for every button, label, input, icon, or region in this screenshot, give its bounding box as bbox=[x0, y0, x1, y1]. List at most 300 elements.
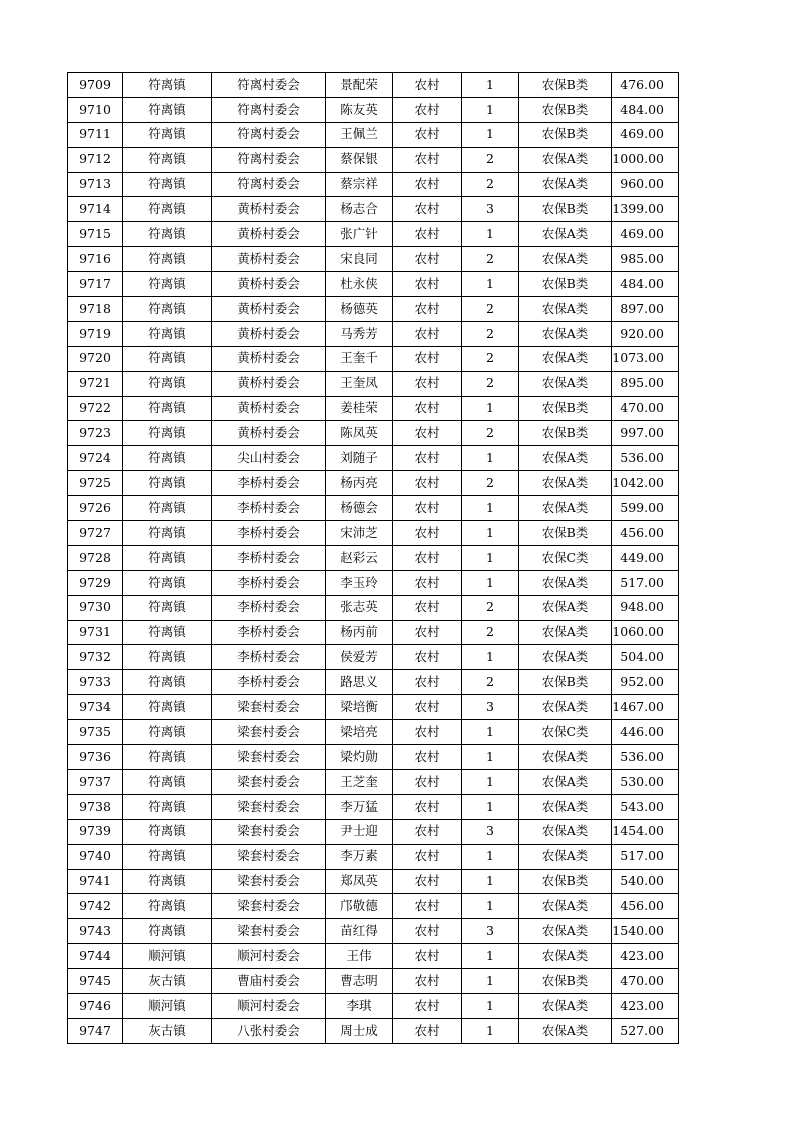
serial-number-cell: 9720 bbox=[68, 346, 123, 371]
town-cell: 符离镇 bbox=[123, 595, 212, 620]
insurance-category-cell: 农保A类 bbox=[519, 247, 612, 272]
area-type-cell: 农村 bbox=[393, 595, 462, 620]
insurance-category-cell: 农保A类 bbox=[519, 496, 612, 521]
area-type-cell: 农村 bbox=[393, 919, 462, 944]
serial-number-cell: 9730 bbox=[68, 595, 123, 620]
name-cell: 陈友英 bbox=[326, 97, 393, 122]
household-count-cell: 3 bbox=[462, 819, 519, 844]
table-row bbox=[68, 620, 679, 645]
town-cell: 符离镇 bbox=[123, 73, 212, 98]
town-cell: 符离镇 bbox=[123, 421, 212, 446]
amount-cell: 470.00 bbox=[612, 396, 679, 421]
town-cell: 符离镇 bbox=[123, 172, 212, 197]
area-type-cell: 农村 bbox=[393, 545, 462, 570]
town-cell: 符离镇 bbox=[123, 346, 212, 371]
insurance-category-cell: 农保B类 bbox=[519, 421, 612, 446]
amount-cell: 423.00 bbox=[612, 944, 679, 969]
serial-number-cell: 9710 bbox=[68, 97, 123, 122]
serial-number-cell: 9717 bbox=[68, 272, 123, 297]
village-committee-cell: 梁套村委会 bbox=[212, 695, 326, 720]
amount-cell: 517.00 bbox=[612, 570, 679, 595]
table-row bbox=[68, 894, 679, 919]
name-cell: 李万素 bbox=[326, 844, 393, 869]
household-count-cell: 1 bbox=[462, 272, 519, 297]
village-committee-cell: 李桥村委会 bbox=[212, 471, 326, 496]
serial-number-cell: 9737 bbox=[68, 769, 123, 794]
name-cell: 宋沛芝 bbox=[326, 521, 393, 546]
insurance-category-cell: 农保A类 bbox=[519, 147, 612, 172]
village-committee-cell: 李桥村委会 bbox=[212, 620, 326, 645]
table-row bbox=[68, 819, 679, 844]
amount-cell: 895.00 bbox=[612, 371, 679, 396]
village-committee-cell: 梁套村委会 bbox=[212, 919, 326, 944]
insurance-category-cell: 农保B类 bbox=[519, 272, 612, 297]
household-count-cell: 1 bbox=[462, 446, 519, 471]
table-row bbox=[68, 869, 679, 894]
table-row bbox=[68, 794, 679, 819]
serial-number-cell: 9741 bbox=[68, 869, 123, 894]
serial-number-cell: 9731 bbox=[68, 620, 123, 645]
amount-cell: 536.00 bbox=[612, 446, 679, 471]
household-count-cell: 2 bbox=[462, 670, 519, 695]
town-cell: 符离镇 bbox=[123, 122, 212, 147]
amount-cell: 599.00 bbox=[612, 496, 679, 521]
village-committee-cell: 梁套村委会 bbox=[212, 894, 326, 919]
name-cell: 路思义 bbox=[326, 670, 393, 695]
table-row bbox=[68, 1018, 679, 1043]
name-cell: 李万猛 bbox=[326, 794, 393, 819]
table-row bbox=[68, 769, 679, 794]
name-cell: 梁培衡 bbox=[326, 695, 393, 720]
town-cell: 灰古镇 bbox=[123, 969, 212, 994]
name-cell: 李玉玲 bbox=[326, 570, 393, 595]
table-row bbox=[68, 321, 679, 346]
insurance-category-cell: 农保A类 bbox=[519, 1018, 612, 1043]
village-committee-cell: 黄桥村委会 bbox=[212, 371, 326, 396]
town-cell: 符离镇 bbox=[123, 869, 212, 894]
serial-number-cell: 9738 bbox=[68, 794, 123, 819]
town-cell: 符离镇 bbox=[123, 794, 212, 819]
village-committee-cell: 梁套村委会 bbox=[212, 794, 326, 819]
insurance-category-cell: 农保A类 bbox=[519, 321, 612, 346]
insurance-category-cell: 农保A类 bbox=[519, 570, 612, 595]
name-cell: 邝敬德 bbox=[326, 894, 393, 919]
town-cell: 符离镇 bbox=[123, 321, 212, 346]
insurance-category-cell: 农保C类 bbox=[519, 545, 612, 570]
area-type-cell: 农村 bbox=[393, 396, 462, 421]
name-cell: 景配荣 bbox=[326, 73, 393, 98]
household-count-cell: 1 bbox=[462, 97, 519, 122]
town-cell: 符离镇 bbox=[123, 745, 212, 770]
town-cell: 符离镇 bbox=[123, 720, 212, 745]
name-cell: 周士成 bbox=[326, 1018, 393, 1043]
area-type-cell: 农村 bbox=[393, 695, 462, 720]
insurance-category-cell: 农保A类 bbox=[519, 944, 612, 969]
name-cell: 李琪 bbox=[326, 993, 393, 1018]
amount-cell: 960.00 bbox=[612, 172, 679, 197]
area-type-cell: 农村 bbox=[393, 147, 462, 172]
household-count-cell: 1 bbox=[462, 545, 519, 570]
household-count-cell: 2 bbox=[462, 147, 519, 172]
insurance-category-cell: 农保A类 bbox=[519, 844, 612, 869]
area-type-cell: 农村 bbox=[393, 122, 462, 147]
household-count-cell: 1 bbox=[462, 769, 519, 794]
village-committee-cell: 梁套村委会 bbox=[212, 720, 326, 745]
serial-number-cell: 9728 bbox=[68, 545, 123, 570]
name-cell: 王伟 bbox=[326, 944, 393, 969]
amount-cell: 484.00 bbox=[612, 272, 679, 297]
amount-cell: 897.00 bbox=[612, 297, 679, 322]
area-type-cell: 农村 bbox=[393, 894, 462, 919]
area-type-cell: 农村 bbox=[393, 197, 462, 222]
table-row bbox=[68, 396, 679, 421]
town-cell: 符离镇 bbox=[123, 844, 212, 869]
village-committee-cell: 符离村委会 bbox=[212, 172, 326, 197]
insurance-category-cell: 农保A类 bbox=[519, 346, 612, 371]
insurance-category-cell: 农保A类 bbox=[519, 297, 612, 322]
area-type-cell: 农村 bbox=[393, 819, 462, 844]
household-count-cell: 1 bbox=[462, 944, 519, 969]
area-type-cell: 农村 bbox=[393, 645, 462, 670]
insurance-category-cell: 农保A类 bbox=[519, 919, 612, 944]
name-cell: 姜桂荣 bbox=[326, 396, 393, 421]
village-committee-cell: 李桥村委会 bbox=[212, 645, 326, 670]
amount-cell: 920.00 bbox=[612, 321, 679, 346]
town-cell: 符离镇 bbox=[123, 620, 212, 645]
insurance-category-cell: 农保A类 bbox=[519, 222, 612, 247]
name-cell: 杜永侠 bbox=[326, 272, 393, 297]
area-type-cell: 农村 bbox=[393, 993, 462, 1018]
insurance-category-cell: 农保A类 bbox=[519, 745, 612, 770]
serial-number-cell: 9724 bbox=[68, 446, 123, 471]
village-committee-cell: 黄桥村委会 bbox=[212, 247, 326, 272]
household-count-cell: 1 bbox=[462, 894, 519, 919]
table-row bbox=[68, 695, 679, 720]
area-type-cell: 农村 bbox=[393, 321, 462, 346]
town-cell: 符离镇 bbox=[123, 695, 212, 720]
town-cell: 符离镇 bbox=[123, 670, 212, 695]
insurance-category-cell: 农保B类 bbox=[519, 869, 612, 894]
village-committee-cell: 符离村委会 bbox=[212, 147, 326, 172]
village-committee-cell: 李桥村委会 bbox=[212, 545, 326, 570]
area-type-cell: 农村 bbox=[393, 869, 462, 894]
village-committee-cell: 梁套村委会 bbox=[212, 869, 326, 894]
table-row bbox=[68, 371, 679, 396]
name-cell: 王芝奎 bbox=[326, 769, 393, 794]
name-cell: 杨德会 bbox=[326, 496, 393, 521]
serial-number-cell: 9744 bbox=[68, 944, 123, 969]
town-cell: 符离镇 bbox=[123, 272, 212, 297]
table-row bbox=[68, 172, 679, 197]
household-count-cell: 2 bbox=[462, 371, 519, 396]
household-count-cell: 2 bbox=[462, 321, 519, 346]
table-row bbox=[68, 720, 679, 745]
area-type-cell: 农村 bbox=[393, 521, 462, 546]
village-committee-cell: 符离村委会 bbox=[212, 97, 326, 122]
serial-number-cell: 9725 bbox=[68, 471, 123, 496]
insurance-category-cell: 农保A类 bbox=[519, 794, 612, 819]
insurance-category-cell: 农保A类 bbox=[519, 446, 612, 471]
serial-number-cell: 9742 bbox=[68, 894, 123, 919]
town-cell: 符离镇 bbox=[123, 471, 212, 496]
amount-cell: 997.00 bbox=[612, 421, 679, 446]
town-cell: 符离镇 bbox=[123, 446, 212, 471]
insurance-category-cell: 农保A类 bbox=[519, 595, 612, 620]
insurance-category-cell: 农保A类 bbox=[519, 471, 612, 496]
area-type-cell: 农村 bbox=[393, 421, 462, 446]
insurance-category-cell: 农保A类 bbox=[519, 993, 612, 1018]
household-count-cell: 1 bbox=[462, 645, 519, 670]
serial-number-cell: 9727 bbox=[68, 521, 123, 546]
serial-number-cell: 9721 bbox=[68, 371, 123, 396]
household-count-cell: 1 bbox=[462, 720, 519, 745]
area-type-cell: 农村 bbox=[393, 769, 462, 794]
town-cell: 符离镇 bbox=[123, 769, 212, 794]
town-cell: 符离镇 bbox=[123, 222, 212, 247]
serial-number-cell: 9747 bbox=[68, 1018, 123, 1043]
relief-roster-table bbox=[67, 72, 679, 1044]
town-cell: 符离镇 bbox=[123, 496, 212, 521]
area-type-cell: 农村 bbox=[393, 471, 462, 496]
amount-cell: 517.00 bbox=[612, 844, 679, 869]
amount-cell: 1399.00 bbox=[612, 197, 679, 222]
serial-number-cell: 9726 bbox=[68, 496, 123, 521]
town-cell: 符离镇 bbox=[123, 297, 212, 322]
serial-number-cell: 9736 bbox=[68, 745, 123, 770]
table-row bbox=[68, 844, 679, 869]
name-cell: 蔡宗祥 bbox=[326, 172, 393, 197]
village-committee-cell: 李桥村委会 bbox=[212, 570, 326, 595]
serial-number-cell: 9739 bbox=[68, 819, 123, 844]
household-count-cell: 1 bbox=[462, 745, 519, 770]
serial-number-cell: 9740 bbox=[68, 844, 123, 869]
amount-cell: 543.00 bbox=[612, 794, 679, 819]
village-committee-cell: 梁套村委会 bbox=[212, 819, 326, 844]
amount-cell: 446.00 bbox=[612, 720, 679, 745]
area-type-cell: 农村 bbox=[393, 272, 462, 297]
village-committee-cell: 尖山村委会 bbox=[212, 446, 326, 471]
town-cell: 符离镇 bbox=[123, 396, 212, 421]
serial-number-cell: 9729 bbox=[68, 570, 123, 595]
town-cell: 顺河镇 bbox=[123, 944, 212, 969]
serial-number-cell: 9722 bbox=[68, 396, 123, 421]
insurance-category-cell: 农保B类 bbox=[519, 670, 612, 695]
amount-cell: 504.00 bbox=[612, 645, 679, 670]
name-cell: 宋良同 bbox=[326, 247, 393, 272]
serial-number-cell: 9743 bbox=[68, 919, 123, 944]
household-count-cell: 3 bbox=[462, 919, 519, 944]
table-row bbox=[68, 545, 679, 570]
town-cell: 符离镇 bbox=[123, 371, 212, 396]
area-type-cell: 农村 bbox=[393, 720, 462, 745]
area-type-cell: 农村 bbox=[393, 670, 462, 695]
town-cell: 符离镇 bbox=[123, 147, 212, 172]
serial-number-cell: 9711 bbox=[68, 122, 123, 147]
insurance-category-cell: 农保B类 bbox=[519, 197, 612, 222]
name-cell: 马秀芳 bbox=[326, 321, 393, 346]
household-count-cell: 1 bbox=[462, 993, 519, 1018]
household-count-cell: 3 bbox=[462, 695, 519, 720]
town-cell: 符离镇 bbox=[123, 97, 212, 122]
amount-cell: 1000.00 bbox=[612, 147, 679, 172]
village-committee-cell: 黄桥村委会 bbox=[212, 346, 326, 371]
household-count-cell: 1 bbox=[462, 969, 519, 994]
name-cell: 梁灼勋 bbox=[326, 745, 393, 770]
area-type-cell: 农村 bbox=[393, 944, 462, 969]
insurance-category-cell: 农保A类 bbox=[519, 695, 612, 720]
table-row bbox=[68, 969, 679, 994]
town-cell: 符离镇 bbox=[123, 521, 212, 546]
table-row bbox=[68, 496, 679, 521]
amount-cell: 456.00 bbox=[612, 521, 679, 546]
name-cell: 张广针 bbox=[326, 222, 393, 247]
village-committee-cell: 黄桥村委会 bbox=[212, 197, 326, 222]
village-committee-cell: 黄桥村委会 bbox=[212, 321, 326, 346]
table-row bbox=[68, 944, 679, 969]
area-type-cell: 农村 bbox=[393, 222, 462, 247]
insurance-category-cell: 农保A类 bbox=[519, 645, 612, 670]
name-cell: 曹志明 bbox=[326, 969, 393, 994]
village-committee-cell: 黄桥村委会 bbox=[212, 421, 326, 446]
town-cell: 符离镇 bbox=[123, 570, 212, 595]
household-count-cell: 1 bbox=[462, 122, 519, 147]
amount-cell: 1467.00 bbox=[612, 695, 679, 720]
insurance-category-cell: 农保A类 bbox=[519, 371, 612, 396]
serial-number-cell: 9745 bbox=[68, 969, 123, 994]
town-cell: 符离镇 bbox=[123, 247, 212, 272]
area-type-cell: 农村 bbox=[393, 794, 462, 819]
insurance-category-cell: 农保A类 bbox=[519, 894, 612, 919]
insurance-category-cell: 农保B类 bbox=[519, 97, 612, 122]
table-row bbox=[68, 122, 679, 147]
name-cell: 郑凤英 bbox=[326, 869, 393, 894]
area-type-cell: 农村 bbox=[393, 247, 462, 272]
household-count-cell: 1 bbox=[462, 1018, 519, 1043]
town-cell: 符离镇 bbox=[123, 819, 212, 844]
area-type-cell: 农村 bbox=[393, 969, 462, 994]
village-committee-cell: 黄桥村委会 bbox=[212, 297, 326, 322]
serial-number-cell: 9723 bbox=[68, 421, 123, 446]
household-count-cell: 2 bbox=[462, 595, 519, 620]
household-count-cell: 3 bbox=[462, 197, 519, 222]
village-committee-cell: 梁套村委会 bbox=[212, 745, 326, 770]
amount-cell: 469.00 bbox=[612, 122, 679, 147]
table-row bbox=[68, 919, 679, 944]
serial-number-cell: 9733 bbox=[68, 670, 123, 695]
serial-number-cell: 9715 bbox=[68, 222, 123, 247]
table-row bbox=[68, 521, 679, 546]
village-committee-cell: 符离村委会 bbox=[212, 73, 326, 98]
insurance-category-cell: 农保A类 bbox=[519, 769, 612, 794]
village-committee-cell: 黄桥村委会 bbox=[212, 222, 326, 247]
amount-cell: 527.00 bbox=[612, 1018, 679, 1043]
name-cell: 杨德英 bbox=[326, 297, 393, 322]
village-committee-cell: 李桥村委会 bbox=[212, 496, 326, 521]
town-cell: 符离镇 bbox=[123, 894, 212, 919]
village-committee-cell: 顺河村委会 bbox=[212, 944, 326, 969]
table-row bbox=[68, 222, 679, 247]
table-row bbox=[68, 346, 679, 371]
area-type-cell: 农村 bbox=[393, 844, 462, 869]
serial-number-cell: 9719 bbox=[68, 321, 123, 346]
amount-cell: 948.00 bbox=[612, 595, 679, 620]
village-committee-cell: 黄桥村委会 bbox=[212, 272, 326, 297]
table-row bbox=[68, 645, 679, 670]
table-row bbox=[68, 745, 679, 770]
name-cell: 陈凤英 bbox=[326, 421, 393, 446]
amount-cell: 1042.00 bbox=[612, 471, 679, 496]
name-cell: 尹士迎 bbox=[326, 819, 393, 844]
household-count-cell: 2 bbox=[462, 346, 519, 371]
insurance-category-cell: 农保A类 bbox=[519, 620, 612, 645]
insurance-category-cell: 农保B类 bbox=[519, 521, 612, 546]
serial-number-cell: 9712 bbox=[68, 147, 123, 172]
amount-cell: 476.00 bbox=[612, 73, 679, 98]
name-cell: 王奎千 bbox=[326, 346, 393, 371]
area-type-cell: 农村 bbox=[393, 1018, 462, 1043]
household-count-cell: 1 bbox=[462, 222, 519, 247]
name-cell: 蔡保银 bbox=[326, 147, 393, 172]
table-row bbox=[68, 197, 679, 222]
town-cell: 符离镇 bbox=[123, 197, 212, 222]
table-row bbox=[68, 471, 679, 496]
household-count-cell: 2 bbox=[462, 421, 519, 446]
table-row bbox=[68, 73, 679, 98]
amount-cell: 469.00 bbox=[612, 222, 679, 247]
serial-number-cell: 9716 bbox=[68, 247, 123, 272]
household-count-cell: 1 bbox=[462, 396, 519, 421]
area-type-cell: 农村 bbox=[393, 73, 462, 98]
town-cell: 顺河镇 bbox=[123, 993, 212, 1018]
village-committee-cell: 李桥村委会 bbox=[212, 595, 326, 620]
insurance-category-cell: 农保C类 bbox=[519, 720, 612, 745]
name-cell: 王奎凤 bbox=[326, 371, 393, 396]
village-committee-cell: 李桥村委会 bbox=[212, 670, 326, 695]
insurance-category-cell: 农保A类 bbox=[519, 819, 612, 844]
area-type-cell: 农村 bbox=[393, 346, 462, 371]
household-count-cell: 1 bbox=[462, 869, 519, 894]
area-type-cell: 农村 bbox=[393, 297, 462, 322]
village-committee-cell: 顺河村委会 bbox=[212, 993, 326, 1018]
table-row bbox=[68, 993, 679, 1018]
amount-cell: 1073.00 bbox=[612, 346, 679, 371]
area-type-cell: 农村 bbox=[393, 496, 462, 521]
insurance-category-cell: 农保B类 bbox=[519, 73, 612, 98]
name-cell: 张志英 bbox=[326, 595, 393, 620]
village-committee-cell: 梁套村委会 bbox=[212, 844, 326, 869]
name-cell: 杨丙前 bbox=[326, 620, 393, 645]
name-cell: 王佩兰 bbox=[326, 122, 393, 147]
serial-number-cell: 9732 bbox=[68, 645, 123, 670]
amount-cell: 456.00 bbox=[612, 894, 679, 919]
area-type-cell: 农村 bbox=[393, 172, 462, 197]
table-row bbox=[68, 446, 679, 471]
name-cell: 杨丙亮 bbox=[326, 471, 393, 496]
insurance-category-cell: 农保A类 bbox=[519, 172, 612, 197]
table-row bbox=[68, 247, 679, 272]
area-type-cell: 农村 bbox=[393, 620, 462, 645]
town-cell: 符离镇 bbox=[123, 545, 212, 570]
area-type-cell: 农村 bbox=[393, 446, 462, 471]
name-cell: 侯爱芳 bbox=[326, 645, 393, 670]
town-cell: 符离镇 bbox=[123, 919, 212, 944]
serial-number-cell: 9718 bbox=[68, 297, 123, 322]
amount-cell: 423.00 bbox=[612, 993, 679, 1018]
name-cell: 苗红得 bbox=[326, 919, 393, 944]
serial-number-cell: 9709 bbox=[68, 73, 123, 98]
household-count-cell: 1 bbox=[462, 844, 519, 869]
household-count-cell: 2 bbox=[462, 172, 519, 197]
